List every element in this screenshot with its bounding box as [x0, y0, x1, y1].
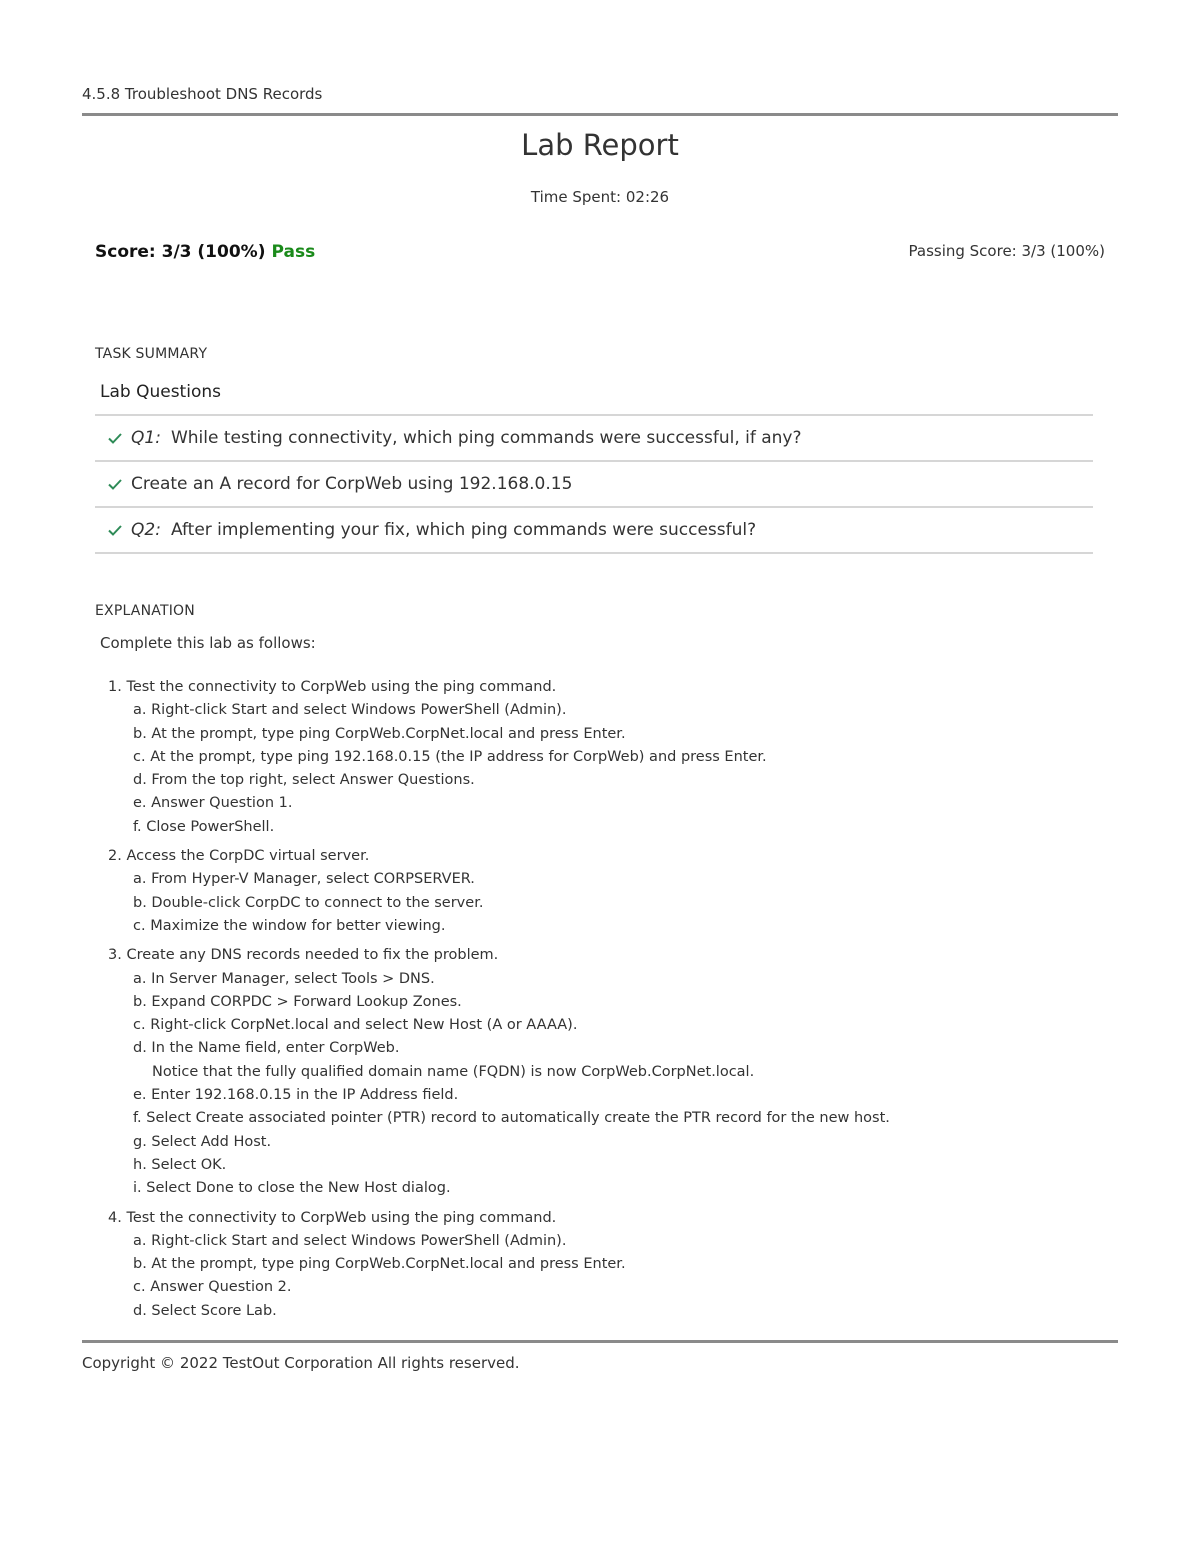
task-text: After implementing your fix, which ping commands were successful? [170, 520, 757, 540]
substep: a. In Server Manager, select Tools > DNS. [133, 970, 435, 987]
footer-divider [82, 1340, 1118, 1343]
step-text: 4. Test the connectivity to CorpWeb using the ping command. [108, 1209, 557, 1226]
substep: f. Select Create associated pointer (PTR) record to automatically create the PTR record for the new host. [133, 1110, 890, 1127]
task-text: While testing connectivity, which ping commands were successful, if any? [170, 428, 802, 448]
substep: a. Right-click Start and select Windows PowerShell (Admin). [133, 1232, 567, 1249]
task-summary-table [95, 414, 1093, 554]
substep: a. From Hyper-V Manager, select CORPSERVER. [133, 871, 475, 888]
substep: c. Maximize the window for better viewing. [133, 917, 446, 934]
step-1 [108, 676, 890, 839]
step-4 [108, 1207, 890, 1323]
substep: e. Answer Question 1. [133, 795, 293, 812]
substep: f. Close PowerShell. [133, 818, 275, 835]
document-title: 4.5.8 Troubleshoot DNS Records [82, 85, 323, 103]
substeps [108, 1230, 890, 1323]
question-tag: Q2: [131, 520, 161, 540]
task-row [95, 460, 1093, 506]
substep: c. At the prompt, type ping 192.168.0.15 (the IP address for CorpWeb) and press Enter. [133, 748, 767, 765]
substep: a. Right-click Start and select Windows PowerShell (Admin). [133, 702, 567, 719]
step-text: 3. Create any DNS records needed to fix the problem. [108, 947, 499, 964]
passing-score: Passing Score: 3/3 (100%) [908, 242, 1105, 260]
substep: d. Select Score Lab. [133, 1302, 277, 1319]
task-row [95, 506, 1093, 554]
task-summary-label: TASK SUMMARY [95, 346, 208, 362]
substep-note: Notice that the fully qualified domain name (FQDN) is now CorpWeb.CorpNet.local. [152, 1063, 755, 1080]
substeps [108, 968, 890, 1201]
check-icon [107, 522, 123, 538]
substep: g. Select Add Host. [133, 1133, 272, 1150]
step-text: 1. Test the connectivity to CorpWeb using the ping command. [108, 679, 557, 695]
substep: c. Answer Question 2. [133, 1279, 292, 1296]
substep: i. Select Done to close the New Host dialog. [133, 1180, 451, 1197]
explanation-steps [108, 676, 890, 1329]
check-icon [107, 430, 123, 446]
task-text: Create an A record for CorpWeb using 192.168.0.15 [131, 474, 573, 494]
substep: b. At the prompt, type ping CorpWeb.CorpNet.local and press Enter. [133, 725, 626, 742]
explanation-label: EXPLANATION [95, 603, 195, 619]
report-title: Lab Report [521, 128, 679, 162]
score-value: Score: 3/3 (100%) [95, 242, 266, 262]
step-text: 2. Access the CorpDC virtual server. [108, 848, 370, 865]
pass-status-badge: Pass [271, 242, 316, 262]
copyright: Copyright © 2022 TestOut Corporation All rights reserved. [82, 1354, 520, 1372]
header-divider [82, 113, 1118, 116]
substep: d. In the Name field, enter CorpWeb. [133, 1040, 400, 1057]
lab-questions-heading: Lab Questions [100, 382, 221, 402]
explanation-intro: Complete this lab as follows: [100, 634, 316, 652]
substep: b. Double-click CorpDC to connect to the server. [133, 894, 484, 911]
task-row [95, 414, 1093, 460]
substep: b. At the prompt, type ping CorpWeb.CorpNet.local and press Enter. [133, 1256, 626, 1273]
time-spent: Time Spent: 02:26 [530, 188, 670, 206]
question-tag: Q1: [131, 428, 161, 448]
substep: b. Expand CORPDC > Forward Lookup Zones. [133, 993, 462, 1010]
check-icon [107, 476, 123, 492]
substeps [108, 699, 890, 839]
substep: d. From the top right, select Answer Questions. [133, 772, 475, 789]
substeps [108, 868, 890, 938]
substep: c. Right-click CorpNet.local and select New Host (A or AAAA). [133, 1017, 578, 1034]
score [95, 242, 315, 262]
substep: e. Enter 192.168.0.15 in the IP Address field. [133, 1087, 459, 1104]
step-2 [108, 845, 890, 938]
substep: h. Select OK. [133, 1156, 227, 1173]
step-3 [108, 944, 890, 1200]
